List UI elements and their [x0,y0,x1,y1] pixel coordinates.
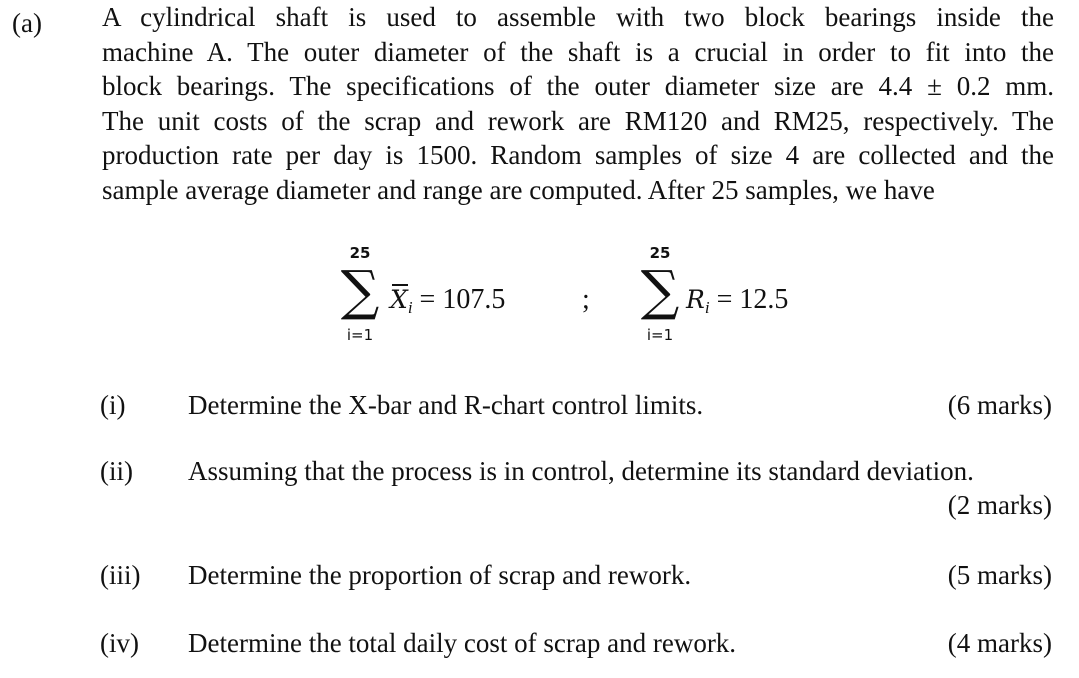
question-number: (iv) [100,628,139,658]
question-item [0,454,1079,528]
question-marks: (4 marks) [947,628,1052,658]
upper-limit: 25 [349,244,371,262]
part-label: (a) [12,8,42,38]
sum-xbar-expression [390,282,505,326]
question-text: Determine the proportion of scrap and rework. [188,560,692,590]
summation-equation [0,244,1079,354]
lower-limit: i=1 [646,326,674,344]
statement-line: sample average diameter and range are computed. After 25 samples, we have [102,174,935,205]
range-subscript: i [704,298,710,317]
lower-limit: i=1 [346,326,374,344]
sigma-symbol: ∑ [340,259,380,322]
statement-line: production rate per day is 1500. Random samples of size 4 are collected and the [102,140,1054,171]
upper-limit: 25 [649,244,671,262]
question-text: Determine the X-bar and R-chart control limits. [188,390,704,420]
sigma-symbol: ∑ [640,259,680,322]
question-item [0,388,1079,428]
statement-line: block bearings. The specifications of the outer diameter size are 4.4 ± 0.2 mm. [102,71,1054,102]
question-marks: (5 marks) [947,560,1052,590]
statement-line: The unit costs of the scrap and rework are RM120 and RM25, respectively. The [102,105,1054,136]
question-marks: (2 marks) [947,490,1052,520]
sum-range-expression [686,282,788,326]
question-text: Determine the total daily cost of scrap and rework. [188,628,737,658]
xbar-variable: X [390,282,408,318]
xbar-sum-value: = 107.5 [419,284,506,315]
question-marks: (6 marks) [947,390,1052,420]
question-text: Assuming that the process is in control, determine its standard deviation. [188,456,974,486]
question-item [0,626,1079,666]
statement-line: A cylindrical shaft is used to assemble with two block bearings inside the [102,2,1054,32]
sum-range-operator [636,244,684,354]
problem-statement [102,0,1054,208]
xbar-subscript: i [407,298,413,317]
statement-line: machine A. The outer diameter of the shaft is a crucial in order to fit into the [102,36,1054,67]
question-number: (ii) [100,456,133,486]
sum-xbar-operator [336,244,384,354]
range-sum-value: = 12.5 [716,284,789,315]
question-number: (iii) [100,560,141,590]
equation-separator: ; [582,284,590,315]
range-variable: R [686,285,705,314]
question-item [0,558,1079,598]
question-number: (i) [100,390,126,420]
